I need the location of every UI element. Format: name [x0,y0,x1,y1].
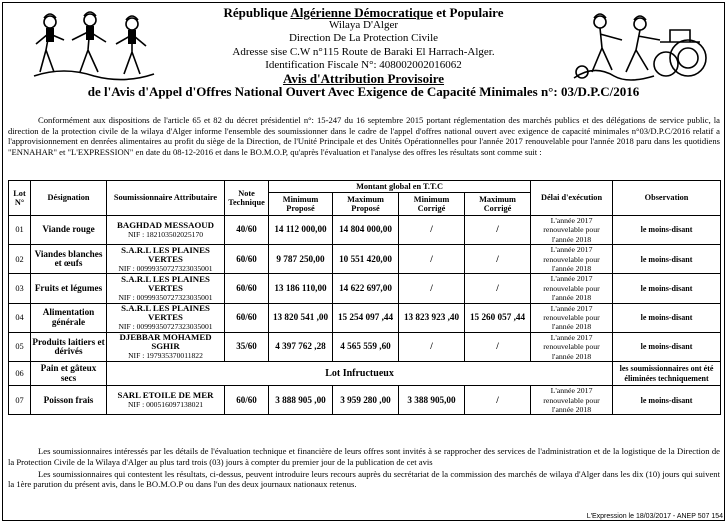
table-row [9,303,721,332]
cell-delai: L'année 2017 renouvelable pour l'année 2018 [531,332,613,361]
cell-delai: L'année 2017 renouvelable pour l'année 2018 [531,245,613,274]
document-header [0,6,727,98]
cell-min-corrige: / [399,332,465,361]
cell-max-corrige: 15 260 057 ,44 [465,303,531,332]
cell-bidder [107,386,225,415]
fiscal-id-line: Identification Fiscale N°: 408002002016062 [265,58,462,71]
cell-note: 60/60 [225,245,269,274]
table-row [9,274,721,303]
cell-max-propose: 15 254 097 ,44 [333,303,399,332]
cell-min-propose: 4 397 762 ,28 [269,332,333,361]
cell-delai: L'année 2017 renouvelable pour l'année 2018 [531,386,613,415]
cell-min-corrige: 13 823 923 ,40 [399,303,465,332]
cell-designation: Pain et gâteux secs [31,362,107,386]
cell-bidder [107,245,225,274]
cell-min-corrige: / [399,216,465,245]
bidder-nif: NIF : 00999350727323035001 [118,322,213,332]
avis-title: Avis d'Attribution Provisoire [282,71,445,87]
cell-observation: le moins-disant [613,216,721,245]
cell-lot-infructueux: Lot Infructueux [107,362,613,386]
cell-min-corrige: 3 388 905,00 [399,386,465,415]
header-lot: Lot N° [9,181,31,216]
cell-designation: Viandes blanches et œufs [31,245,107,274]
cell-max-corrige: / [465,386,531,415]
cell-bidder [107,216,225,245]
cell-max-propose: 14 622 697,00 [333,274,399,303]
intro-text: Conformément aux dispositions de l'article 65 et 82 du décret présidentiel n°: 15-247 du 16 septembre 2015 portant réglementation des marchés publics et des délégations de service public, la direction de la protection civile de la wilaya d'Alger informe l'ensemble des soumissionner dans le cadre de l'appel d'offres national ouvert avec exigence de capacité minimales n°03/D.P.C/2016 relatif a l'approvisionnement en denrées alimentaires au profit du siège de la Direction, de l'Unité Principale et des Unités Opérationnelles pour l'année 2017 renouvelable pour l'année 2018 paru dans les quotidiens "ENNAHAR" et "L'EXPRESSION" en date du 08-12-2016 et dans le BO.M.O.P, qu'après l'évaluation et l'analyse des offres les résultats sont comme suit : [8,115,720,157]
title-underlined: Algérienne Démocratique [290,5,433,20]
wilaya-line: Wilaya D'Alger [328,19,399,32]
cell-min-corrige: / [399,245,465,274]
bidder-name: S.A.R.L LES PLAINES VERTES [121,273,210,293]
cell-observation: le moins-disant [613,245,721,274]
bidder-nif: NIF : 000516097138021 [127,400,204,409]
cell-min-propose: 14 112 000,00 [269,216,333,245]
cell-observation: le moins-disant [613,303,721,332]
header-bidder: Soumissionnaire Attributaire [107,181,225,216]
cell-designation: Alimentation générale [31,303,107,332]
cell-bidder [107,332,225,361]
header-max-corrige: Maximum Corrigé [465,193,531,216]
publication-footer: L'Expression le 18/03/2017 - ANEP 507 154 [586,513,723,520]
table-row [9,362,721,386]
cell-designation: Produits laitiers et dérivés [31,332,107,361]
table-row [9,332,721,361]
cell-bidder [107,274,225,303]
cell-max-propose: 4 565 559 ,60 [333,332,399,361]
cell-note: 60/60 [225,274,269,303]
address-line: Adresse sise C.W n°115 Route de Baraki El Harrach-Alger. [232,45,495,58]
cell-max-propose: 3 959 280 ,00 [333,386,399,415]
cell-note: 60/60 [225,303,269,332]
cell-lot: 03 [9,274,31,303]
cell-delai: L'année 2017 renouvelable pour l'année 2018 [531,303,613,332]
cell-min-propose: 13 186 110,00 [269,274,333,303]
cell-min-propose: 13 820 541 ,00 [269,303,333,332]
awards-table [8,180,721,415]
header-montant: Montant global en T.T.C [269,181,531,193]
closing-paragraph-recours: Les soumissionnaires qui contestent les résultats, ci-dessus, peuvent introduire leurs recours auprès du secrétariat de la commission des marchés de wilaya d'Alger dans les dix (10) jours qui suivent la 1ère parution du présent avis, dans le BO.M.O.P ou dans l'un des deux journaux nationaux retenus. [8,468,720,490]
closing-paragraph-details: Les soumissionnaires intéressés par les détails de l'évaluation technique et financière de leurs offres sont invités à se rapprocher des services de l'administration et de la logistique de la Direction de la Protection Civile de la Wilaya d'Alger au plus tard trois (03) jours à compter du premier jour de la publication de cet avis [8,446,720,467]
bidder-name: S.A.R.L LES PLAINES VERTES [121,303,210,323]
bidder-name: S.A.R.L LES PLAINES VERTES [121,244,210,264]
cell-designation: Poisson frais [31,386,107,415]
cell-lot: 07 [9,386,31,415]
bidder-nif: NIF : 00999350727323035001 [118,292,213,302]
avis-subtitle: de l'Avis d'Appel d'Offres National Ouvert Avec Exigence de Capacité Minimales n°: 03/D.P.C/2016 [87,84,640,100]
cell-min-corrige: / [399,274,465,303]
header-designation: Désignation [31,181,107,216]
cell-designation: Fruits et légumes [31,274,107,303]
bidder-nif: NIF : 197935370011822 [128,351,203,361]
cell-lot: 06 [9,362,31,386]
header-min-propose: Minimum Proposé [269,193,333,216]
cell-note: 40/60 [225,216,269,245]
bidder-nif: NIF : 182103502025170 [127,229,204,239]
cell-lot: 04 [9,303,31,332]
cell-lot: 05 [9,332,31,361]
header-max-propose: Maximum Proposé [333,193,399,216]
cell-max-propose: 10 551 420,00 [333,245,399,274]
bidder-nif: NIF : 00999350727323035001 [118,263,213,273]
closing-paragraphs [8,446,720,491]
cell-observation: le moins-disant [613,386,721,415]
cell-lot: 02 [9,245,31,274]
cell-observation: le moins-disant [613,274,721,303]
header-min-corrige: Minimum Corrigé [399,193,465,216]
title-suffix: et Populaire [432,5,504,20]
intro-paragraph [8,115,720,157]
cell-max-corrige: / [465,332,531,361]
cell-max-corrige: / [465,274,531,303]
table-row [9,245,721,274]
bidder-name: DJEBBAR MOHAMED SGHIR [119,332,212,352]
table-row [9,216,721,245]
title-prefix: République [223,5,291,20]
cell-observation: les soumissionnaires ont été éliminées techniquement [613,362,721,386]
cell-delai: L'année 2017 renouvelable pour l'année 2018 [531,216,613,245]
cell-max-corrige: / [465,216,531,245]
table-row [9,386,721,415]
cell-bidder [107,303,225,332]
bidder-name: BAGHDAD MESSAOUD [116,219,215,230]
header-observation: Observation [613,181,721,216]
header-delai: Délai d'exécution [531,181,613,216]
cell-note: 60/60 [225,386,269,415]
cell-lot: 01 [9,216,31,245]
bidder-name: SARL ETOILE DE MER [117,390,214,400]
republic-title [0,6,727,19]
header-note: Note Technique [225,181,269,216]
cell-max-propose: 14 804 000,00 [333,216,399,245]
cell-max-corrige: / [465,245,531,274]
cell-note: 35/60 [225,332,269,361]
cell-delai: L'année 2017 renouvelable pour l'année 2018 [531,274,613,303]
cell-min-propose: 9 787 250,00 [269,245,333,274]
cell-designation: Viande rouge [31,216,107,245]
cell-min-propose: 3 888 905 ,00 [269,386,333,415]
direction-line: Direction De La Protection Civile [288,32,439,45]
cell-observation: le moins-disant [613,332,721,361]
